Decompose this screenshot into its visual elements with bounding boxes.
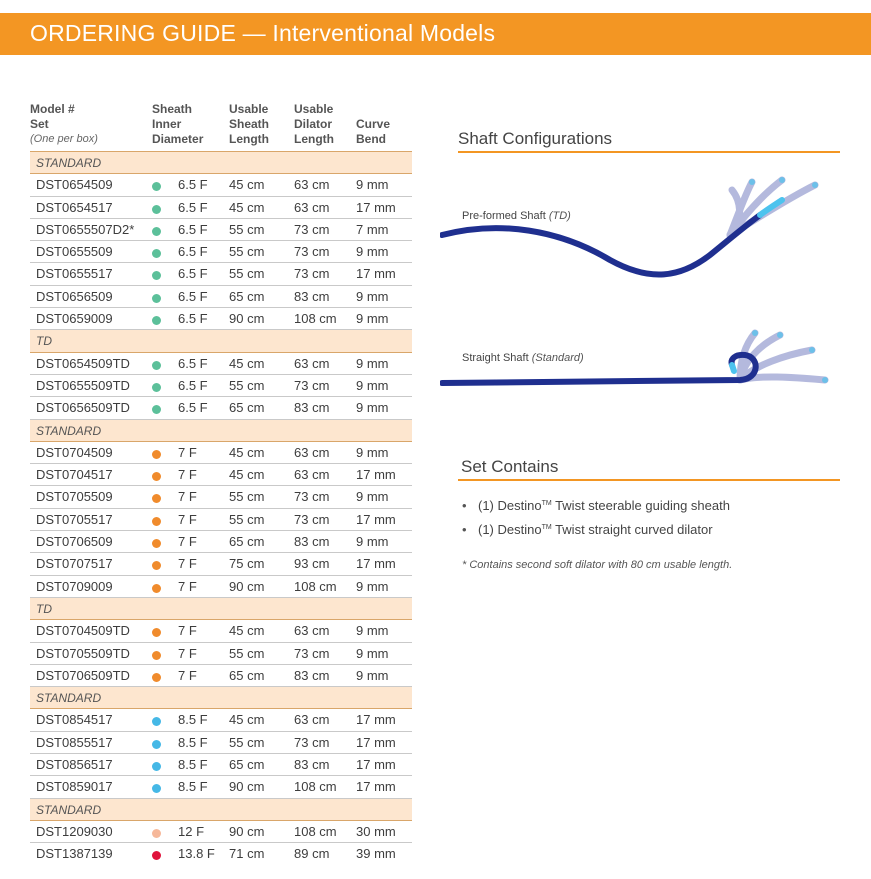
sheath-length-cell: 90 cm (229, 779, 265, 795)
table-row (30, 241, 412, 263)
ordering-table (30, 102, 412, 866)
table-row (30, 576, 412, 598)
dilator-length-cell: 63 cm (294, 199, 330, 215)
sheath-length-cell: 55 cm (229, 489, 265, 505)
curve-cell: 17 mm (356, 199, 396, 215)
shaft-title-rule (458, 151, 840, 153)
table-row (30, 174, 412, 196)
header-text: Dilator (294, 117, 333, 131)
curve-cell: 17 mm (356, 734, 396, 750)
ghost-tip (752, 330, 758, 336)
model-cell: DST0705509TD (36, 645, 130, 661)
sheath-id-cell: 7 F (178, 467, 197, 483)
table-row (30, 732, 412, 754)
sheath-length-cell: 65 cm (229, 288, 265, 304)
sheath-id-cell: 6.5 F (178, 244, 208, 260)
dilator-length-cell: 108 cm (294, 823, 337, 839)
curve-cell: 17 mm (356, 757, 396, 773)
header-text: Length (294, 132, 334, 146)
section-label: STANDARD (36, 802, 102, 817)
header-sheath-length (229, 102, 269, 147)
sheath-id-cell: 7 F (178, 623, 197, 639)
size-color-dot (152, 784, 161, 793)
sheath-length-cell: 55 cm (229, 645, 265, 661)
header-dilator-length (294, 102, 334, 147)
dilator-length-cell: 63 cm (294, 444, 330, 460)
table-row (30, 754, 412, 776)
header-sheath-id (152, 102, 203, 147)
table-row (30, 442, 412, 464)
dilator-length-cell: 63 cm (294, 623, 330, 639)
section-label: STANDARD (36, 423, 102, 438)
curve-cell: 9 mm (356, 311, 389, 327)
model-cell: DST0659009 (36, 311, 113, 327)
curve-cell: 9 mm (356, 534, 389, 550)
sheath-id-cell: 12 F (178, 823, 205, 839)
dilator-length-cell: 108 cm (294, 779, 337, 795)
page-title: ORDERING GUIDE — Interventional Models (30, 20, 496, 46)
sheath-length-cell: 75 cm (229, 556, 265, 572)
table-row (30, 643, 412, 665)
dilator-length-cell: 63 cm (294, 712, 330, 728)
section-row (30, 598, 412, 620)
model-cell: DST0856517 (36, 757, 113, 773)
sheath-id-cell: 7 F (178, 511, 197, 527)
dilator-length-cell: 73 cm (294, 266, 330, 282)
sheath-length-cell: 45 cm (229, 177, 265, 193)
sheath-length-cell: 55 cm (229, 266, 265, 282)
sheath-length-cell: 45 cm (229, 199, 265, 215)
sheath-length-cell: 65 cm (229, 667, 265, 683)
dilator-length-cell: 63 cm (294, 467, 330, 483)
model-cell: DST0656509 (36, 288, 113, 304)
size-color-dot (152, 628, 161, 637)
model-cell: DST0655507D2* (36, 221, 135, 237)
ghost-tip (809, 347, 815, 353)
ghost-tip (822, 377, 828, 383)
sheath-length-cell: 45 cm (229, 623, 265, 639)
sheath-length-cell: 90 cm (229, 823, 265, 839)
size-color-dot (152, 472, 161, 481)
dilator-length-cell: 83 cm (294, 667, 330, 683)
size-color-dot (152, 829, 161, 838)
curve-cell: 9 mm (356, 667, 389, 683)
model-cell: DST0704509 (36, 444, 113, 460)
table-body (30, 152, 412, 866)
section-label: STANDARD (36, 156, 102, 170)
dilator-length-cell: 83 cm (294, 757, 330, 773)
model-cell: DST0859017 (36, 779, 113, 795)
straight-shaft-note: (Standard) (531, 352, 584, 364)
model-cell: DST0705509 (36, 489, 113, 505)
dilator-length-cell: 73 cm (294, 645, 330, 661)
dilator-length-cell: 73 cm (294, 221, 330, 237)
sheath-id-cell: 6.5 F (178, 199, 208, 215)
sheath-id-cell: 7 F (178, 444, 197, 460)
sheath-id-cell: 6.5 F (178, 177, 208, 193)
table-row (30, 286, 412, 308)
dilator-length-cell: 83 cm (294, 288, 330, 304)
sheath-length-cell: 45 cm (229, 467, 265, 483)
preformed-shaft-text: Pre-formed Shaft (462, 210, 546, 222)
size-color-dot (152, 740, 161, 749)
sheath-id-cell: 6.5 F (178, 221, 208, 237)
header-model-label: Model # (30, 102, 75, 116)
table-row (30, 486, 412, 508)
header-curve (356, 117, 390, 147)
sheath-length-cell: 65 cm (229, 757, 265, 773)
dilator-length-cell: 63 cm (294, 177, 330, 193)
sheath-id-cell: 7 F (178, 667, 197, 683)
model-cell: DST0854517 (36, 712, 113, 728)
table-row (30, 397, 412, 419)
header-text: Sheath (152, 102, 193, 116)
table-row (30, 464, 412, 486)
preformed-shaft-body (442, 215, 760, 275)
size-color-dot (152, 205, 161, 214)
table-row (30, 776, 412, 798)
curve-cell: 17 mm (356, 779, 396, 795)
ghost-tip (749, 179, 755, 185)
curve-cell: 17 mm (356, 467, 396, 483)
ghost-tip (812, 182, 818, 188)
curve-cell: 9 mm (356, 377, 389, 393)
header-per-box-note: (One per box) (30, 133, 98, 145)
section-row (30, 330, 412, 352)
header-text: Bend (356, 132, 386, 146)
model-cell: DST0704509TD (36, 623, 130, 639)
size-color-dot (152, 539, 161, 548)
table-row (30, 531, 412, 553)
list-item (462, 498, 862, 522)
curve-cell: 9 mm (356, 400, 389, 416)
curve-cell: 17 mm (356, 556, 396, 572)
dilator-length-cell: 73 cm (294, 734, 330, 750)
straight-shaft-text: Straight Shaft (462, 352, 529, 364)
sheath-id-cell: 6.5 F (178, 400, 208, 416)
shaft-configurations-title: Shaft Configurations (458, 129, 613, 148)
footnote: * Contains second soft dilator with 80 cm usable length. (462, 559, 733, 571)
table-row (30, 665, 412, 687)
sheath-length-cell: 55 cm (229, 221, 265, 237)
dilator-length-cell: 108 cm (294, 578, 337, 594)
table-row (30, 353, 412, 375)
section-label: STANDARD (36, 691, 102, 706)
size-color-dot (152, 227, 161, 236)
header-banner (0, 13, 871, 55)
trademark-mark: TM (541, 524, 552, 531)
table-row (30, 263, 412, 285)
curve-cell: 9 mm (356, 177, 389, 193)
model-cell: DST1209030 (36, 823, 113, 839)
set-contains-rule (458, 479, 840, 481)
dilator-length-cell: 108 cm (294, 311, 337, 327)
dilator-length-cell: 63 cm (294, 355, 330, 371)
set-contains-title: Set Contains (461, 457, 559, 476)
straight-shaft-tip (732, 365, 734, 371)
size-color-dot (152, 271, 161, 280)
header-model (30, 102, 98, 147)
section-label: TD (36, 334, 52, 349)
item-text: Twist straight curved dilator (551, 522, 713, 537)
header-text: Diameter (152, 132, 204, 146)
size-color-dot (152, 294, 161, 303)
size-color-dot (152, 584, 161, 593)
sheath-length-cell: 65 cm (229, 400, 265, 416)
set-contains-list (462, 498, 862, 546)
table-header (30, 102, 412, 152)
dilator-length-cell: 73 cm (294, 244, 330, 260)
header-text: Usable (294, 102, 334, 116)
sheath-id-cell: 6.5 F (178, 311, 208, 327)
item-text: Twist steerable guiding sheath (551, 498, 730, 513)
model-cell: DST0709009 (36, 578, 113, 594)
sheath-id-cell: 8.5 F (178, 734, 208, 750)
sheath-id-cell: 8.5 F (178, 757, 208, 773)
curve-cell: 9 mm (356, 645, 389, 661)
item-text: (1) Destino (478, 522, 542, 537)
sheath-id-cell: 13.8 F (178, 846, 215, 862)
sheath-id-cell: 7 F (178, 534, 197, 550)
model-cell: DST0704517 (36, 467, 113, 483)
sheath-id-cell: 8.5 F (178, 712, 208, 728)
sheath-length-cell: 65 cm (229, 534, 265, 550)
size-color-dot (152, 405, 161, 414)
sheath-length-cell: 71 cm (229, 846, 265, 862)
dilator-length-cell: 93 cm (294, 556, 330, 572)
section-row (30, 420, 412, 442)
ghost-tip (777, 332, 783, 338)
size-color-dot (152, 762, 161, 771)
sheath-id-cell: 6.5 F (178, 377, 208, 393)
header-text: Sheath (229, 117, 270, 131)
sheath-length-cell: 45 cm (229, 712, 265, 728)
sheath-length-cell: 90 cm (229, 578, 265, 594)
model-cell: DST0855517 (36, 734, 113, 750)
size-color-dot (152, 561, 161, 570)
header-text: Length (229, 132, 269, 146)
straight-shaft-illustration (440, 315, 860, 405)
sheath-id-cell: 7 F (178, 556, 197, 572)
curve-cell: 17 mm (356, 511, 396, 527)
model-cell: DST0655509 (36, 244, 113, 260)
sheath-length-cell: 55 cm (229, 511, 265, 527)
size-color-dot (152, 651, 161, 660)
header-text: Curve (356, 117, 391, 131)
size-color-dot (152, 182, 161, 191)
dilator-length-cell: 83 cm (294, 400, 330, 416)
curve-cell: 30 mm (356, 823, 396, 839)
sheath-id-cell: 7 F (178, 645, 197, 661)
dilator-length-cell: 73 cm (294, 489, 330, 505)
size-color-dot (152, 316, 161, 325)
curve-cell: 7 mm (356, 221, 389, 237)
header-set-label: Set (30, 117, 49, 131)
header-text: Usable (229, 102, 269, 116)
sheath-length-cell: 45 cm (229, 355, 265, 371)
sheath-length-cell: 55 cm (229, 377, 265, 393)
table-row (30, 308, 412, 330)
curve-cell: 9 mm (356, 244, 389, 260)
section-row (30, 799, 412, 821)
curve-cell: 9 mm (356, 489, 389, 505)
curve-cell: 39 mm (356, 846, 396, 862)
model-cell: DST0707517 (36, 556, 113, 572)
size-color-dot (152, 361, 161, 370)
size-color-dot (152, 383, 161, 392)
size-color-dot (152, 517, 161, 526)
table-row (30, 219, 412, 241)
straight-shaft-body (442, 355, 756, 383)
curve-cell: 9 mm (356, 578, 389, 594)
dilator-length-cell: 73 cm (294, 511, 330, 527)
table-row (30, 843, 412, 865)
curve-cell: 17 mm (356, 712, 396, 728)
section-row (30, 152, 412, 174)
dilator-length-cell: 89 cm (294, 846, 330, 862)
curve-cell: 9 mm (356, 288, 389, 304)
sheath-id-cell: 6.5 F (178, 266, 208, 282)
curve-cell: 9 mm (356, 444, 389, 460)
table-row (30, 509, 412, 531)
dilator-length-cell: 83 cm (294, 534, 330, 550)
model-cell: DST0655517 (36, 266, 113, 282)
size-color-dot (152, 249, 161, 258)
sheath-id-cell: 7 F (178, 578, 197, 594)
item-text: (1) Destino (478, 498, 542, 513)
header-text: Inner (152, 117, 182, 131)
model-cell: DST0706509 (36, 534, 113, 550)
trademark-mark: TM (541, 500, 552, 507)
model-cell: DST0654517 (36, 199, 113, 215)
list-item (462, 522, 862, 546)
sheath-id-cell: 6.5 F (178, 355, 208, 371)
ghost-tip (779, 177, 785, 183)
preformed-shaft-note: (TD) (548, 210, 571, 222)
sheath-length-cell: 90 cm (229, 311, 265, 327)
size-color-dot (152, 673, 161, 682)
sheath-id-cell: 6.5 F (178, 288, 208, 304)
table-row (30, 821, 412, 843)
dilator-length-cell: 73 cm (294, 377, 330, 393)
size-color-dot (152, 450, 161, 459)
curve-cell: 17 mm (356, 266, 396, 282)
table-row (30, 375, 412, 397)
sheath-length-cell: 55 cm (229, 734, 265, 750)
size-color-dot (152, 851, 161, 860)
table-row (30, 620, 412, 642)
model-cell: DST0706509TD (36, 667, 130, 683)
model-cell: DST0655509TD (36, 377, 130, 393)
table-row (30, 553, 412, 575)
model-cell: DST0654509TD (36, 355, 130, 371)
preformed-shaft-illustration (440, 160, 860, 300)
curve-cell: 9 mm (356, 355, 389, 371)
model-cell: DST0705517 (36, 511, 113, 527)
size-color-dot (152, 717, 161, 726)
sheath-id-cell: 8.5 F (178, 779, 208, 795)
model-cell: DST0656509TD (36, 400, 130, 416)
sheath-length-cell: 45 cm (229, 444, 265, 460)
curve-cell: 9 mm (356, 623, 389, 639)
section-row (30, 687, 412, 709)
model-cell: DST1387139 (36, 846, 113, 862)
model-cell: DST0654509 (36, 177, 113, 193)
table-row (30, 197, 412, 219)
section-label: TD (36, 601, 52, 616)
sheath-id-cell: 7 F (178, 489, 197, 505)
table-row (30, 709, 412, 731)
size-color-dot (152, 494, 161, 503)
sheath-length-cell: 55 cm (229, 244, 265, 260)
